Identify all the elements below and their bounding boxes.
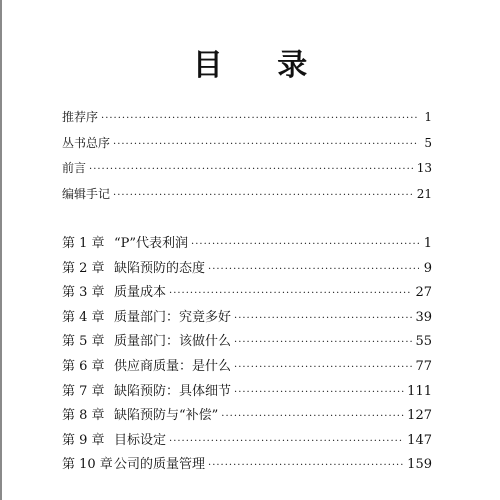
chapter-list xyxy=(62,232,432,478)
toc-entry-front[interactable] xyxy=(62,108,432,134)
toc-page-number: 55 xyxy=(415,334,432,350)
front-matter-list xyxy=(62,108,432,210)
chapter-number: 第 8 章 xyxy=(62,408,105,424)
chapter-number: 第 4 章 xyxy=(62,309,105,325)
chapter-title: 质量成本 xyxy=(114,285,167,301)
toc-page-number: 39 xyxy=(415,309,432,325)
toc-entry-label: 丛书总序 xyxy=(62,135,111,150)
toc-entry-chapter[interactable] xyxy=(62,404,432,429)
dot-leader xyxy=(234,313,412,324)
chapter-number: 第 2 章 xyxy=(62,260,105,276)
toc-entry-chapter[interactable] xyxy=(62,330,432,355)
chapter-number: 第 9 章 xyxy=(62,432,105,448)
chapter-number: 第 1 章 xyxy=(62,236,105,251)
dot-leader xyxy=(113,139,419,150)
toc-entry-label: 前言 xyxy=(62,161,87,175)
dot-leader xyxy=(169,436,404,447)
toc-page-number: 5 xyxy=(424,135,432,150)
dot-leader xyxy=(208,460,404,471)
toc-entry-chapter[interactable] xyxy=(62,257,432,282)
dot-leader xyxy=(208,264,419,275)
toc-page-number: 27 xyxy=(415,285,432,301)
chapter-number: 第 5 章 xyxy=(62,334,105,350)
dot-leader xyxy=(113,190,414,201)
chapter-number: 第 7 章 xyxy=(62,383,105,399)
toc-page-number: 77 xyxy=(415,358,432,374)
toc-entry-chapter[interactable] xyxy=(62,306,432,331)
toc-entry-front[interactable] xyxy=(62,159,432,185)
toc-entry-label: 推荐序 xyxy=(62,110,99,124)
toc-page-number: 147 xyxy=(407,432,432,448)
toc-page-number: 1 xyxy=(423,236,432,251)
dot-leader xyxy=(101,113,419,124)
toc-entry-front[interactable] xyxy=(62,185,432,211)
chapter-number: 第 3 章 xyxy=(62,285,105,301)
toc-entry-chapter[interactable] xyxy=(62,380,432,405)
toc-page-number: 13 xyxy=(416,161,432,175)
toc-entry-chapter[interactable] xyxy=(62,429,432,454)
chapter-number: 第 6 章 xyxy=(62,358,105,374)
chapter-title: 缺陷预防与“补偿” xyxy=(114,408,219,424)
dot-leader xyxy=(169,288,412,299)
toc-entry-front[interactable] xyxy=(62,134,432,160)
chapter-title: 公司的质量管理 xyxy=(114,457,206,473)
dot-leader xyxy=(221,411,404,422)
toc-entry-chapter[interactable] xyxy=(62,355,432,380)
chapter-title: 供应商质量：是什么 xyxy=(114,358,232,374)
toc-page-number: 21 xyxy=(416,186,432,201)
page-title: 目 录 xyxy=(192,48,330,83)
toc-page-number: 127 xyxy=(407,408,432,424)
dot-leader xyxy=(234,337,412,348)
chapter-title: 缺陷预防：具体细节 xyxy=(114,383,232,399)
dot-leader xyxy=(89,164,414,175)
dot-leader xyxy=(191,239,419,250)
dot-leader xyxy=(234,387,404,398)
toc-entry-chapter[interactable] xyxy=(62,453,432,478)
toc-page-number: 1 xyxy=(424,110,432,124)
toc-page-number: 9 xyxy=(423,260,432,276)
toc-entry-chapter[interactable] xyxy=(62,281,432,306)
chapter-title: “P”代表利润 xyxy=(114,236,189,251)
chapter-number: 第 10 章 xyxy=(62,457,113,473)
chapter-title: 质量部门：该做什么 xyxy=(114,334,232,350)
chapter-title: 缺陷预防的态度 xyxy=(114,260,206,276)
toc-entry-label: 编辑手记 xyxy=(62,186,111,201)
toc-entry-chapter[interactable] xyxy=(62,232,432,257)
chapter-title: 质量部门：究竟多好 xyxy=(114,309,232,325)
dot-leader xyxy=(234,362,412,373)
toc-page-number: 111 xyxy=(407,383,432,399)
chapter-title: 目标设定 xyxy=(114,432,167,448)
toc-page-number: 159 xyxy=(407,457,432,473)
